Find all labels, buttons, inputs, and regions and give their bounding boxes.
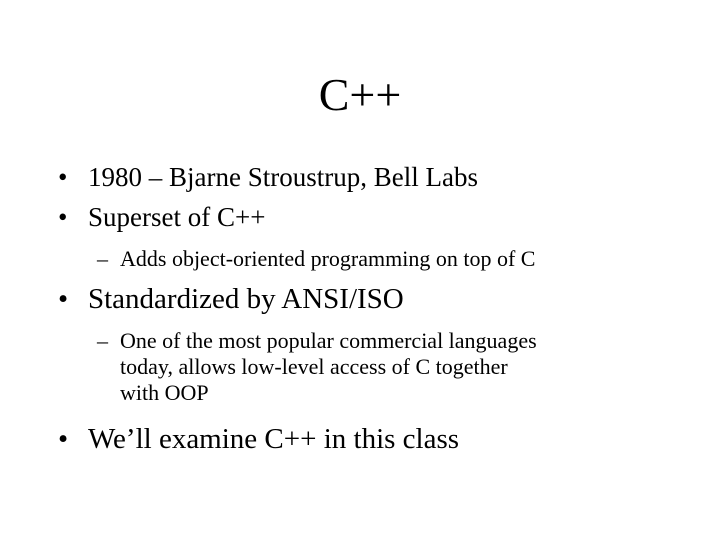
bullet-text: 1980 – Bjarne Stroustrup, Bell Labs	[88, 162, 478, 192]
sub-item-line: today, allows low-level access of C together	[120, 354, 508, 379]
slide-title: C++	[318, 69, 402, 120]
bullet-icon: •	[58, 202, 68, 232]
bullet-icon: •	[58, 283, 69, 315]
sub-item-line: with OOP	[120, 380, 209, 405]
sub-item-text	[120, 328, 660, 406]
sub-item-line: One of the most popular commercial languages	[120, 328, 537, 353]
bullet-icon: •	[58, 423, 69, 455]
bullet-text: We’ll examine C++ in this class	[88, 423, 460, 455]
sub-item-text: Adds object-oriented programming on top of C	[120, 246, 536, 271]
dash-icon: –	[97, 246, 108, 271]
dash-icon: –	[97, 328, 108, 353]
bullet-text: Standardized by ANSI/ISO	[88, 283, 404, 315]
bullet-text: Superset of C++	[88, 202, 266, 232]
bullet-icon: •	[58, 162, 68, 192]
